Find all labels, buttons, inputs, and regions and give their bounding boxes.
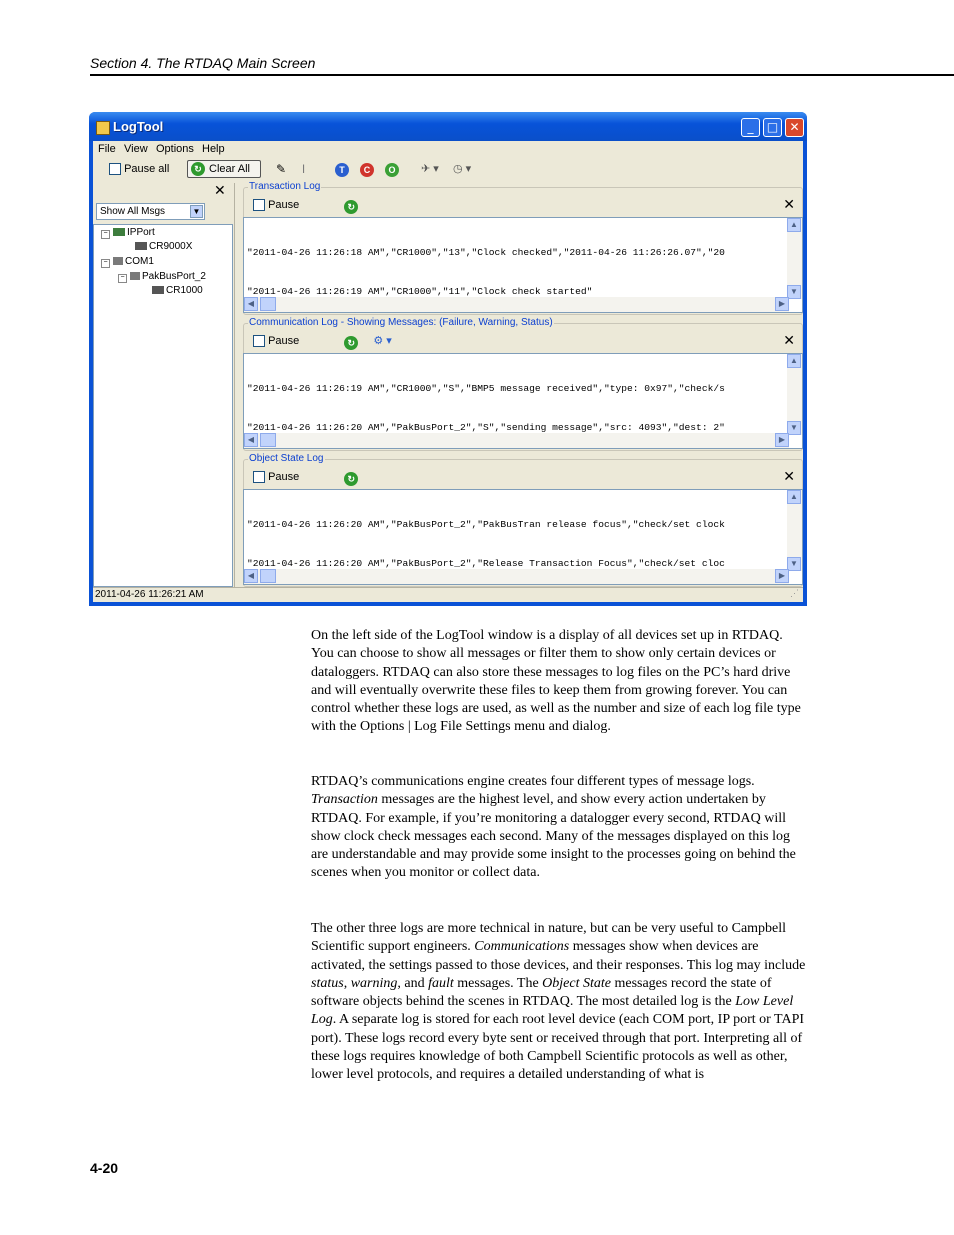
text-run: , and [397,975,429,991]
collapse-icon[interactable]: − [101,259,110,268]
collapse-icon[interactable]: − [101,230,110,239]
logtool-window [89,112,807,606]
comm-log-close-icon[interactable]: ✕ [783,333,795,349]
tree-item-cr9000x[interactable] [135,241,192,252]
minimize-button[interactable]: _ [741,118,760,137]
emphasis: Transaction [311,792,378,808]
emphasis: warning [350,975,398,991]
vertical-scrollbar[interactable] [787,490,802,571]
refresh-icon[interactable]: ↻ [344,200,358,214]
horizontal-scrollbar[interactable] [244,569,789,584]
transaction-log-box[interactable] [243,217,803,313]
transaction-pause-toggle[interactable] [253,198,356,212]
pause-checkbox[interactable] [253,471,265,483]
header-rule [90,74,954,76]
window-client [93,141,803,602]
log-line: "2011-04-26 11:26:20 AM","PakBusPort_2","Release Transaction Focus","check/set cloc [247,558,725,569]
status-bar [93,587,803,603]
vertical-scrollbar[interactable] [787,354,802,435]
device-tree [93,224,233,587]
object-log-close-icon[interactable]: ✕ [783,469,795,485]
paragraph-text [311,920,807,1085]
transaction-log-icon[interactable]: T [335,163,349,177]
log-line: "2011-04-26 11:26:18 AM","CR1000","13","Clock checked","2011-04-26 11:26:26.07","20 [247,247,725,258]
transaction-log-close-icon[interactable]: ✕ [783,197,795,213]
collapse-icon[interactable]: − [118,274,127,283]
resize-grip-icon[interactable]: ⋰ [790,588,799,598]
title-bar[interactable] [89,112,807,141]
toolbar [93,158,803,182]
transaction-log-title: Transaction Log [249,181,321,192]
clear-all-label: Clear All [209,163,250,175]
tree-item-pakbusport[interactable] [118,271,206,283]
tree-item-label: CR9000X [149,241,193,252]
message-filter-select[interactable] [96,203,205,220]
maximize-button[interactable]: □ [763,118,782,137]
page-number: 4-20 [90,1160,119,1176]
tree-item-ipport[interactable] [101,227,155,239]
text-run: messages. The [453,975,543,991]
scroll-up-icon[interactable]: ▲ [787,490,801,504]
device-panel-close-icon[interactable]: ✕ [214,183,226,199]
scroll-left-icon[interactable]: ◀ [244,433,258,447]
pause-all-label: Pause all [124,163,170,175]
horizontal-scrollbar[interactable] [244,297,789,312]
paragraph-text: On the left side of the LogTool window is a display of all devices set up in RTDAQ. You can choose to show all messages or filter them to show only certain devices or dataloggers. RTDAQ can also store these messages to log files on the PC’s hard drive and will eventually overwrite these files to keep them from growing forever. You can control whether these logs are used, as well as the number and size of each log file type with the Options | Log File Settings menu and dialog. [311,628,801,735]
pause-all-checkbox[interactable] [109,163,121,175]
scroll-right-icon[interactable]: ▶ [775,569,789,583]
object-log-title: Object State Log [249,453,324,464]
datalogger-icon [152,286,164,294]
close-button[interactable]: ✕ [785,118,804,137]
port-icon [113,257,123,265]
menu-file[interactable]: File [98,143,116,155]
comm-log-box[interactable] [243,353,803,449]
scroll-thumb[interactable] [260,297,276,311]
comm-pause-toggle[interactable] [253,334,392,348]
text-run: messages are the highest level, and show every action undertaken by RTDAQ. For example, if you’re monitoring a datalogger every second, RTDAQ will show clock check messages each second. Many of the messages displayed on this log are understandable and may provide some insight to the processes going on behind the scenes when you monitor or collect data. [311,792,796,881]
connection-dropdown-icon[interactable]: ✈ ▾ [421,163,439,175]
emphasis: fault [428,975,454,991]
pakbus-icon [130,272,140,280]
tree-item-com1[interactable] [101,256,154,268]
pause-label: Pause [268,199,300,211]
paragraph-text [311,773,807,883]
tree-item-label: CR1000 [166,285,203,296]
log-line: "2011-04-26 11:26:19 AM","CR1000","11","Clock check started" [247,286,593,297]
log-line: "2011-04-26 11:26:20 AM","PakBusPort_2","PakBusTran release focus","check/set clock [247,519,725,530]
pause-checkbox[interactable] [253,335,265,347]
emphasis: Low Level Log [311,994,794,1028]
text-run: , [343,975,351,991]
datalogger-icon [135,242,147,250]
network-icon [113,228,125,236]
text-run: messages show when devices are activated, the settings passed to those devices, and their responses. This log may include [311,939,806,973]
pause-checkbox[interactable] [253,199,265,211]
scroll-down-icon[interactable]: ▼ [787,421,801,435]
device-panel [93,183,235,588]
text-run: . A separate log is stored for each root level device (each COM port, IP port or TAPI port). These logs record every byte sent or received through that port. Interpreting all of these logs requires knowledge of both Campbell Scientific protocols as well as other, lower level protocols, and requires a detailed understanding of what is [311,1012,805,1083]
scroll-up-icon[interactable]: ▲ [787,354,801,368]
pause-all-toggle[interactable] [109,163,169,175]
comm-log-panel [241,317,803,451]
vertical-scrollbar[interactable] [787,218,802,299]
emphasis: Communications [474,939,570,955]
clock-dropdown-icon[interactable]: ◷ ▾ [453,163,472,175]
body-paragraph-1 [311,627,807,737]
menu-help[interactable]: Help [202,143,225,155]
pause-label: Pause [268,471,300,483]
scroll-down-icon[interactable]: ▼ [787,557,801,571]
scroll-thumb[interactable] [260,569,276,583]
scroll-down-icon[interactable]: ▼ [787,285,801,299]
body-paragraph-2 [311,773,807,883]
object-log-icon[interactable]: O [385,163,399,177]
log-line: "2011-04-26 11:26:19 AM","CR1000","S","BMP5 message received","type: 0x97","check/s [247,383,725,394]
object-log-box[interactable] [243,489,803,585]
menu-view[interactable]: View [124,143,148,155]
object-log-panel [241,453,803,587]
app-icon [96,121,110,135]
emphasis: Object State [542,975,611,991]
scroll-up-icon[interactable]: ▲ [787,218,801,232]
tool-icon[interactable]: ✎ [276,162,287,176]
menu-bar [93,141,803,158]
scroll-left-icon[interactable]: ◀ [244,569,258,583]
scroll-right-icon[interactable]: ▶ [775,433,789,447]
tree-item-label: PakBusPort_2 [142,271,206,282]
clear-all-button[interactable] [187,160,261,178]
tree-item-label: COM1 [125,256,154,267]
text-run: RTDAQ’s communications engine creates four different types of message logs. [311,774,755,789]
comm-log-title: Communication Log - Showing Messages: (Failure, Warning, Status) [249,317,553,328]
tree-item-label: IPPort [127,227,155,238]
horizontal-scrollbar[interactable] [244,433,789,448]
scroll-left-icon[interactable]: ◀ [244,297,258,311]
pause-label: Pause [268,335,300,347]
tree-item-cr1000[interactable] [152,285,203,296]
window-title: LogTool [113,119,164,134]
page-header: Section 4. The RTDAQ Main Screen [90,55,316,71]
menu-options[interactable]: Options [156,143,194,155]
refresh-icon[interactable]: ↻ [344,336,358,350]
text-run: The other three logs are more technical in nature, but can be very useful to Campbell Scientific support engineers. [311,921,787,955]
transaction-log-panel [241,181,803,315]
info-icon[interactable]: ǀ [302,162,306,176]
comm-log-icon[interactable]: C [360,163,374,177]
text-run: messages record the state of software objects behind the scenes in RTDAQ. The most detailed log is the [311,975,772,1010]
settings-dropdown-icon[interactable]: ⚙ ▾ [373,335,392,347]
message-filter-value: Show All Msgs [100,206,166,217]
emphasis: status [311,975,344,991]
refresh-icon: ↻ [191,162,205,176]
body-paragraph-3 [311,920,807,1085]
scroll-thumb[interactable] [260,433,276,447]
object-pause-toggle[interactable] [253,470,356,484]
refresh-icon[interactable]: ↻ [344,472,358,486]
chevron-down-icon[interactable]: ▼ [190,205,203,218]
status-timestamp: 2011-04-26 11:26:21 AM [95,589,204,600]
scroll-right-icon[interactable]: ▶ [775,297,789,311]
log-line: "2011-04-26 11:26:20 AM","PakBusPort_2","S","sending message","src: 4093","dest: 2" [247,422,725,433]
